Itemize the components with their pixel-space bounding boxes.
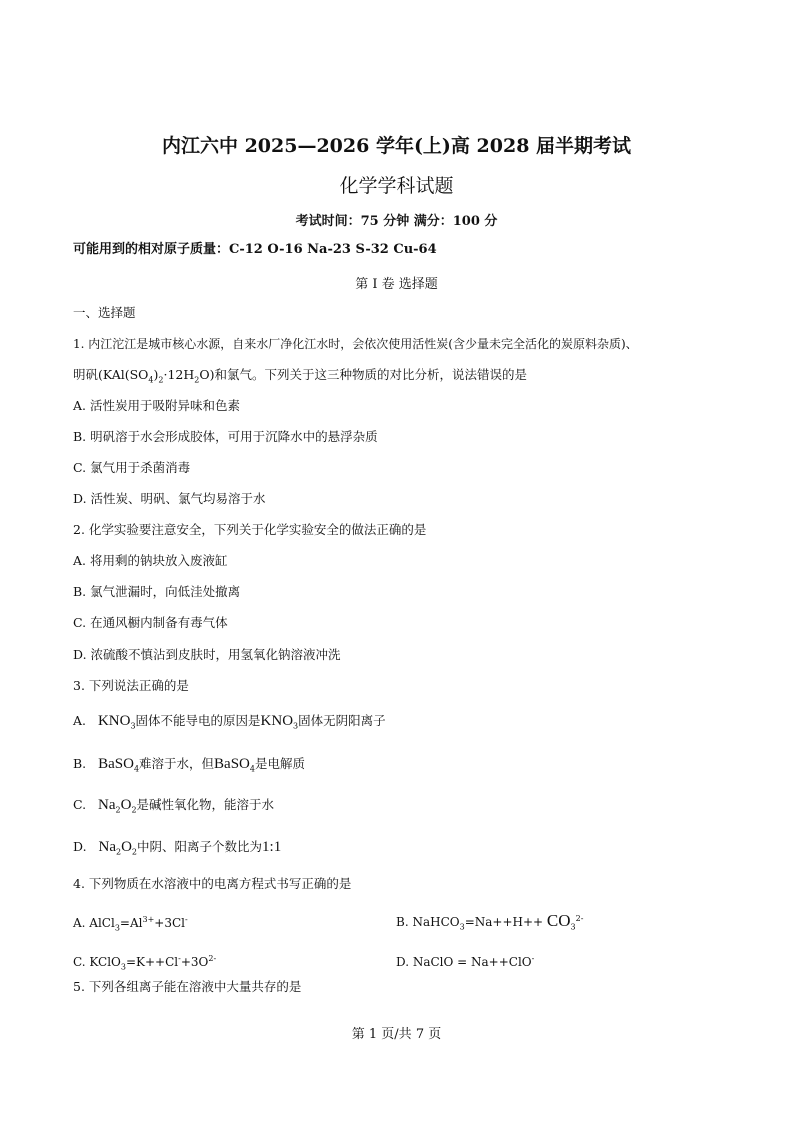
q1-stem-line1: 1. 内江沱江是城市核心水源，自来水厂净化江水时，会依次使用活性炭(含少量未完全活化的炭原料杂质)、	[73, 337, 638, 351]
exam-subtitle: 化学学科试题	[339, 175, 454, 197]
q3-option-d: D. $Na_2O_2$中阴、阳离子个数比为1:1	[73, 839, 282, 857]
q1-option-d: D. 活性炭、明矾、氯气均易溶于水	[73, 491, 266, 506]
q3-option-c: C. $Na_2O_2$是碱性氧化物，能溶于水	[73, 797, 275, 815]
volume-heading: 第 I 卷 选择题	[355, 277, 438, 292]
q1-option-c: C. 氯气用于杀菌消毒	[73, 460, 191, 475]
q4-option-c: C. $KClO_3=K++Cl^-+3O^{2-}$	[73, 954, 217, 972]
exam-title: 内江六中 2025—2026 学年(上)高 2028 届半期考试	[161, 135, 632, 157]
q2-option-c: C. 在通风橱内制备有毒气体	[73, 615, 228, 630]
q2-option-b: B. 氯气泄漏时，向低洼处撤离	[73, 584, 241, 599]
atomic-masses: 可能用到的相对原子质量：C-12 O-16 Na-23 S-32 Cu-64	[73, 242, 437, 257]
q4-option-b: B. NaHCO$_3$=Na++H++ $CO_3^{2-}$	[396, 911, 584, 932]
q3-option-b: B. BaSO$_4$难溶于水，但BaSO$_4$是电解质	[73, 756, 305, 774]
q2-option-d: D. 浓硫酸不慎沾到皮肤时，用氢氧化钠溶液冲洗	[73, 647, 341, 662]
q1-stem-line2: 明矾$(KAl(SO_4)_2\cdot 12H_2O)$和氯气。下列关于这三种物质的对比分析，说法错误的是	[73, 367, 528, 385]
page-footer: 第 1 页/共 7 页	[351, 1027, 442, 1042]
q1-option-b: B. 明矾溶于水会形成胶体，可用于沉降水中的悬浮杂质	[73, 429, 378, 444]
q4-option-d: D. NaClO = Na++ClO-	[396, 954, 535, 969]
q5-stem: 5. 下列各组离子能在溶液中大量共存的是	[73, 979, 302, 994]
q2-option-a: A. 将用剩的钠块放入废液缸	[73, 553, 228, 568]
q1-option-a: A. 活性炭用于吸附异味和色素	[73, 398, 240, 413]
exam-info: 考试时间：75 分钟 满分：100 分	[295, 214, 498, 229]
q2-stem: 2. 化学实验要注意安全，下列关于化学实验安全的做法正确的是	[73, 522, 427, 537]
q3-option-a: A. $KNO_3$固体不能导电的原因是$KNO_3$固体无阴阳离子	[73, 713, 386, 731]
section-heading: 一、选择题	[73, 305, 136, 320]
q4-option-a: A. $AlCl_3=Al^{3+}+3Cl^-$	[73, 915, 188, 933]
q3-stem: 3. 下列说法正确的是	[73, 678, 189, 693]
q4-stem: 4. 下列物质在水溶液中的电离方程式书写正确的是	[73, 876, 352, 891]
